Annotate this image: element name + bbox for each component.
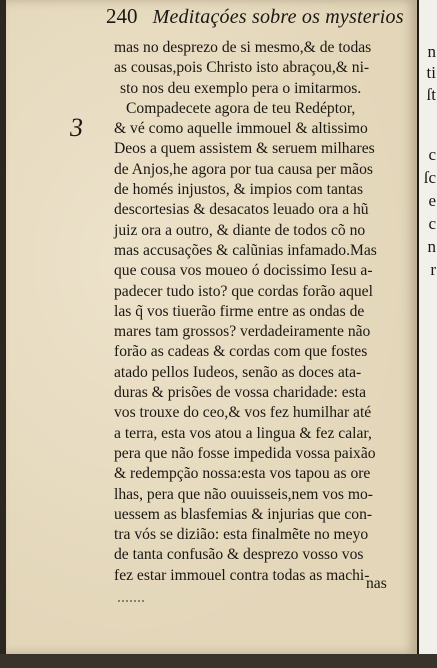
page-header — [106, 4, 404, 29]
scan-bottom-edge — [0, 654, 437, 668]
text-line: de tanta confusão & desprezo vosso vos — [114, 546, 364, 564]
text-line: padecer tudo isto? que cordas forão aquel — [114, 282, 373, 300]
text-line: mas no desprezo de si mesmo,& de todas — [114, 39, 372, 56]
facing-page-letter: e — [428, 191, 436, 210]
text-line: tra vós se dizião: esta finalmẽte no meyo — [114, 526, 369, 544]
text-line: a terra, esta vos atou a lingua & fez calar, — [114, 424, 372, 442]
text-line: lhas, pera que não ouuisseis,nem vos mo- — [114, 485, 373, 503]
marginal-number: 3 — [70, 113, 83, 142]
text-line: mas accusações & calũnias infamado.Mas — [114, 241, 377, 259]
text-line: & redempção nossa:esta vos tapou as ore — [114, 465, 371, 483]
body-text — [114, 38, 414, 586]
catchword: nas — [366, 575, 387, 592]
text-line: pera que não fosse impedida vossa paixão — [114, 444, 376, 462]
text-line: as cousas,pois Christo isto abraçou,& ni- — [114, 59, 370, 77]
text-line: descortesias & desacatos leuado ora a hũ — [114, 201, 369, 219]
text-line: Compadecete agora de teu Redéptor, — [126, 99, 356, 117]
facing-page-letter: c — [428, 145, 436, 164]
text-line: Deos a quem assistem & seruem milhares — [114, 140, 375, 158]
text-line: forão as cadeas & cordas com que fostes — [114, 343, 368, 361]
facing-page-letter: ſt — [426, 85, 436, 104]
text-line: que cousa vos moueo ó docissimo Iesu a- — [114, 262, 373, 280]
text-line: atado pellos Iudeos, senão as doces ata- — [114, 363, 362, 381]
facing-page-letter: r — [430, 260, 436, 279]
facing-page-edge — [417, 0, 437, 668]
text-line: & vé como aquelle immouel & altissimo — [114, 120, 368, 138]
text-line: fez estar immouel contra todas as machi- — [114, 566, 370, 584]
text-line: de Anjos,he agora por tua causa per mãos — [114, 160, 373, 178]
facing-page-letter: ſc — [423, 168, 436, 187]
facing-page-letter: c — [428, 214, 436, 233]
text-line: vos trouxe do ceo,& vos fez humilhar até — [114, 404, 372, 422]
facing-page-letter: n — [427, 237, 436, 256]
book-page — [6, 0, 417, 654]
text-line: sto nos deu exemplo pera o imitarmos. — [120, 79, 362, 97]
text-line: uessem as blasfemias & injurias que con- — [114, 505, 373, 523]
facing-page-letter: ti — [426, 63, 436, 82]
text-line: juiz ora a outro, & diante de todos cõ no — [114, 221, 366, 239]
running-title: Meditaçóes sobre os mysterios — [152, 6, 404, 28]
text-line: duras & prisões de vossa charidade: esta — [114, 384, 367, 402]
signature-mark — [118, 600, 144, 608]
page-number: 240 — [106, 4, 138, 28]
text-line: de homés injustos, & impios com tantas — [114, 181, 364, 199]
facing-page-letter: n — [427, 42, 436, 61]
text-line: mares tam grossos? verdadeiramente não — [114, 323, 371, 341]
text-line: las q̃ vos tiuerão firme entre as ondas de — [114, 302, 365, 320]
